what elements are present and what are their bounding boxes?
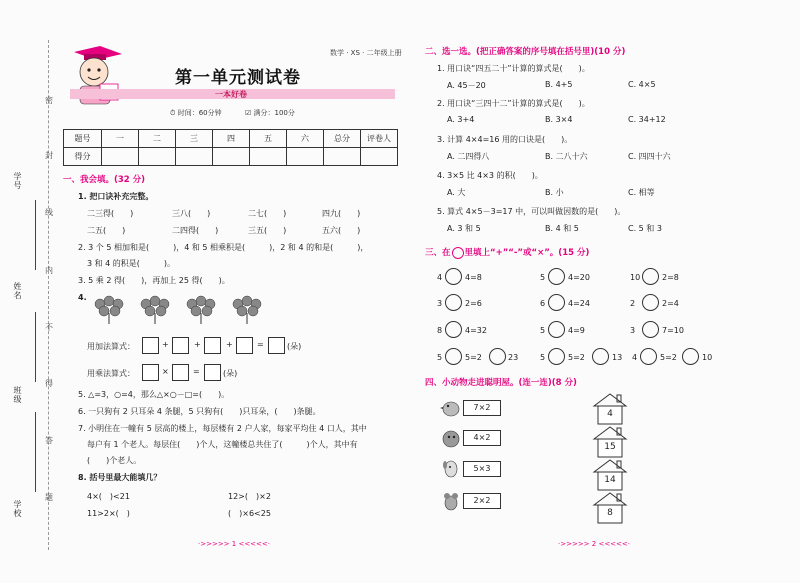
s3-rest: 4=8 [465,273,482,282]
equals-sign: = [193,367,200,376]
answer-box[interactable] [172,337,189,354]
s3-operand: 2 [630,299,636,308]
score-header: 六 [287,130,324,148]
operator-circle[interactable] [642,294,659,311]
s2-q3-opt-b[interactable]: B. 二八十六 [545,152,588,161]
section3-title [425,246,589,259]
s3-tail: 10 [702,353,713,362]
flower-icon [230,295,264,325]
expression-card[interactable]: 5×3 [463,461,501,477]
q1-item: 二四得( ) [172,226,219,235]
score-cell[interactable] [176,148,213,166]
expression-card[interactable]: 7×2 [463,400,501,416]
s2-q4-opt-a[interactable]: A. 大 [447,188,466,197]
expression-card[interactable]: 2×2 [463,493,501,509]
operator-circle[interactable] [445,294,462,311]
s3-rest: 4=20 [568,273,590,282]
unit-label: (朵) [223,369,238,378]
name-line[interactable] [35,312,36,382]
house-number: 8 [607,508,613,518]
s3-operand: 5 [437,353,443,362]
s2-q2-opt-c[interactable]: C. 34+12 [628,115,666,124]
expression-card[interactable]: 4×2 [463,430,501,446]
house[interactable] [592,491,628,525]
page-number-1: ·>>>>> 1 <<<<<· [198,540,271,548]
s3-rest: 2=6 [465,299,482,308]
s3-operand: 4 [632,353,638,362]
score-table [63,129,398,166]
plus-sign: + [194,340,201,349]
flower-icon [92,295,126,325]
chick-icon [440,428,462,450]
q1-item: 二三得( ) [87,209,134,218]
operator-circle[interactable] [682,348,699,365]
s3-rest: 7=10 [662,326,684,335]
operator-circle[interactable] [445,268,462,285]
class-line[interactable] [35,412,36,492]
operator-circle[interactable] [592,348,609,365]
s3-operand: 6 [540,299,546,308]
s2-q2-opt-a[interactable]: A. 3+4 [447,115,475,124]
seal-char: 封 [45,151,53,160]
seal-char: 密 [45,96,53,105]
page-number-2: ·>>>>> 2 <<<<<· [558,540,631,548]
q8-item: ( )×6<25 [228,509,271,518]
times-sign: × [162,367,169,376]
s2-q5-opt-c[interactable]: C. 5 和 3 [628,224,662,233]
house-number: 14 [604,475,616,485]
s2-q1: 1. 用口诀“四五二十”计算的算式是( )。 [437,64,590,73]
score-header: 题号 [64,130,102,148]
clock-icon: ⏱ [170,109,176,117]
s2-q3-opt-a[interactable]: A. 二四得八 [447,152,490,161]
house-number: 15 [604,442,616,452]
q8-item: 11>2×( ) [87,509,130,518]
q8-item: 12>( )×2 [228,492,271,501]
exam-score [245,108,295,118]
section1-title: 一、我会填。(32 分) [63,175,146,185]
student-id-line[interactable] [35,200,36,270]
s3-operand: 5 [540,273,546,282]
s2-q1-opt-c[interactable]: C. 4×5 [628,80,656,89]
s3-rest: 4=9 [568,326,585,335]
s3-rest: 2=4 [662,299,679,308]
s3-operand: 4 [437,273,443,282]
circle-icon [452,247,464,259]
s3-tail: 13 [612,353,623,362]
q8-item: 4×( )<21 [87,492,130,501]
q1: 1. 把口诀补充完整。 [78,192,154,201]
house[interactable] [592,425,628,459]
s3-rest: 4=32 [465,326,487,335]
equals-sign: = [257,340,264,349]
bird-icon [440,396,462,418]
s2-q4-opt-c[interactable]: C. 相等 [628,188,655,197]
q4: 4. [78,293,87,302]
s2-q4: 4. 3×5 比 4×3 的积( )。 [437,171,543,180]
operator-circle[interactable] [548,348,565,365]
s2-q2: 2. 用口诀“三四十二”计算的算式是( )。 [437,99,590,108]
seal-char: 题 [45,493,53,502]
operator-circle[interactable] [548,294,565,311]
band-logo: 一本好卷 [215,90,247,99]
q1-item: 二五( ) [87,226,126,235]
q2-line1: 2. 3 个 5 相加和是( )，4 和 5 相乘积是( )，2 和 4 的和是( )， [78,243,369,252]
s3-rest: 5=2 [660,353,677,362]
operator-circle[interactable] [640,348,657,365]
s2-q1-opt-a[interactable]: A. 45－20 [447,81,486,90]
score-cell[interactable] [250,148,287,166]
s2-q5-opt-b[interactable]: B. 4 和 5 [545,224,579,233]
answer-box[interactable] [142,364,159,381]
seal-dashed-line [48,40,49,550]
class-label: 班级 [13,386,22,404]
score-header: 总分 [324,130,361,148]
q1-item: 三八( ) [172,209,211,218]
check-icon: ☑ [245,109,252,117]
house[interactable] [592,392,628,426]
section2-title: 二、选一选。(把正确答案的序号填在括号里)(10 分) [425,47,626,57]
operator-circle[interactable] [445,321,462,338]
s3-rest: 2=8 [662,273,679,282]
s3-operand: 3 [437,299,443,308]
s2-q4-opt-b[interactable]: B. 小 [545,188,564,197]
score-cell[interactable] [361,148,398,166]
q6: 6. 一只狗有 2 只耳朵 4 条腿，5 只狗有( )只耳朵，( )条腿。 [78,407,321,416]
operator-circle[interactable] [642,321,659,338]
s3-rest: 4=24 [568,299,590,308]
q1-item: 三五( ) [248,226,287,235]
score-cell[interactable] [213,148,250,166]
operator-circle[interactable] [445,348,462,365]
s2-q5-opt-a[interactable]: A. 3 和 5 [447,224,481,233]
exam-time [170,108,222,118]
title-band [70,89,395,99]
flower-icon [184,295,218,325]
seal-char: 答 [45,436,53,445]
s3-rest: 5=2 [568,353,585,362]
answer-box[interactable] [142,337,159,354]
q5: 5. △=3，○=4，那么△×○－□=( )。 [78,390,230,399]
s2-q5: 5. 算式 4×5－3=17 中，可以叫做因数的是( )。 [437,207,626,216]
q1-item: 五六( ) [322,226,361,235]
operator-circle[interactable] [548,268,565,285]
s2-q2-opt-b[interactable]: B. 3×4 [545,115,573,124]
q3: 3. 5 乘 2 得( )，再加上 25 得( )。 [78,276,230,285]
score-row-label: 得分 [64,148,102,166]
q4-mul-label: 用乘法算式： [87,369,135,378]
score-header: 评卷人 [361,130,398,148]
seal-char: 线 [45,208,53,217]
score-cell[interactable] [287,148,324,166]
seal-char: 得 [45,379,53,388]
house[interactable] [592,458,628,492]
plus-sign: + [226,340,233,349]
school-label: 学校 [13,500,22,518]
s3-operand: 8 [437,326,443,335]
answer-box[interactable] [204,337,221,354]
plus-sign: + [162,340,169,349]
operator-circle[interactable] [548,321,565,338]
s3-operand: 5 [540,326,546,335]
q2-line2: 3 和 4 的积是( )。 [87,259,176,268]
q1-item: 二七( ) [248,209,287,218]
s3-rest: 5=2 [465,353,482,362]
score-cell[interactable] [324,148,361,166]
s2-q3-opt-c[interactable]: C. 四四十六 [628,152,671,161]
score-header: 五 [250,130,287,148]
subject-header: 数学 · XS · 二年级上册 [330,49,402,57]
section4-title: 四、小动物走进聪明屋。(连一连)(8 分) [425,378,577,388]
mouse-icon [440,490,462,512]
score-header: 四 [213,130,250,148]
seal-char: 不 [45,323,53,332]
house-number: 4 [607,409,613,419]
exam-title: 第一单元测试卷 [175,68,301,88]
flower-icon [138,295,172,325]
s3-operand: 5 [540,353,546,362]
score-cell[interactable] [102,148,139,166]
s3-operand: 10 [630,273,641,282]
answer-box[interactable] [236,337,253,354]
score-header: 三 [176,130,213,148]
exam-score-text: 满分：100分 [253,109,295,117]
s3-tail: 23 [508,353,519,362]
name-label: 姓名 [13,282,22,300]
q8: 8. 括号里最大能填几？ [78,473,162,482]
operator-circle[interactable] [489,348,506,365]
section3-title-a: 三、在 [425,248,451,258]
section3-title-b: 里填上“+”“-”或“×”。(15 分) [464,248,590,258]
s2-q1-opt-b[interactable]: B. 4+5 [545,80,573,89]
s3-operand: 3 [630,326,636,335]
q7-line3: ( )个老人。 [87,456,142,465]
student-id-label: 学号 [13,172,22,190]
score-header: 二 [139,130,176,148]
seal-char: 内 [45,266,53,275]
answer-box[interactable] [204,364,221,381]
dog-icon [440,457,462,479]
exam-time-text: 时间：60分钟 [177,109,222,117]
score-cell[interactable] [139,148,176,166]
operator-circle[interactable] [642,268,659,285]
q7-line2: 每户有 1 个老人。每层住( )个人，这幢楼总共住了( )个人，其中有 [87,440,358,449]
q7-line1: 7. 小明住在一幢有 5 层高的楼上，每层楼有 2 户人家，每家平均住 4 口人，其中 [78,424,367,433]
q4-add-label: 用加法算式： [87,342,135,351]
unit-label: (朵) [287,342,302,351]
answer-box[interactable] [172,364,189,381]
s2-q3: 3. 计算 4×4=16 用的口诀是( )。 [437,135,573,144]
score-header: 一 [102,130,139,148]
q1-item: 四九( ) [322,209,361,218]
answer-box[interactable] [268,337,285,354]
